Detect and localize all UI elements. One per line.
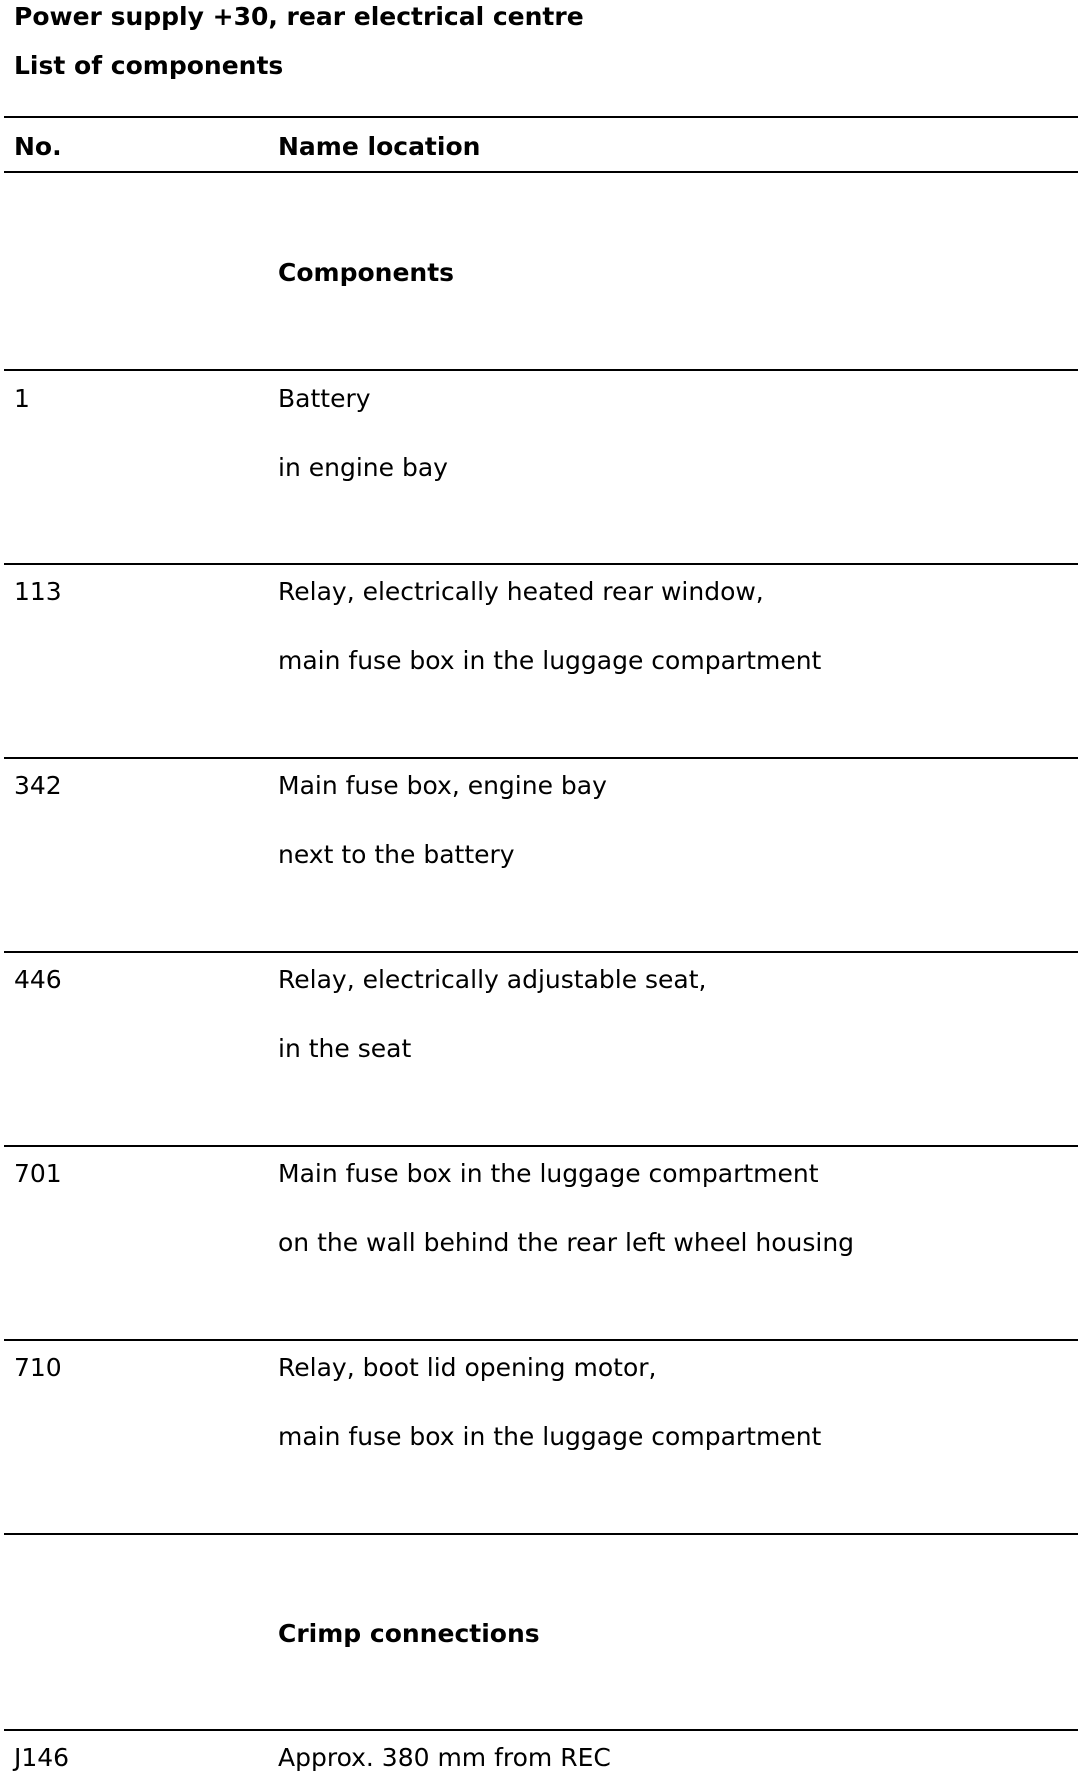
- row-location: next to the battery: [278, 840, 515, 869]
- row-name: Relay, electrically adjustable seat,: [278, 965, 707, 994]
- row-number: 342: [14, 771, 62, 800]
- row-number: 701: [14, 1159, 62, 1188]
- row-name: Relay, electrically heated rear window,: [278, 577, 764, 606]
- row-divider: [4, 951, 1078, 953]
- row-divider: [4, 369, 1078, 371]
- row-divider: [4, 1145, 1078, 1147]
- row-name: Relay, boot lid opening motor,: [278, 1353, 657, 1382]
- row-location: in engine bay: [278, 453, 448, 482]
- row-name: Main fuse box in the luggage compartment: [278, 1159, 819, 1188]
- row-name: Battery: [278, 384, 371, 413]
- column-header-name-location: Name location: [278, 132, 481, 161]
- row-number: 1: [14, 384, 30, 413]
- table-top-rule: [4, 116, 1078, 118]
- column-header-no: No.: [14, 132, 62, 161]
- document-title: Power supply +30, rear electrical centre: [14, 2, 584, 31]
- row-name: Approx. 380 mm from REC: [278, 1743, 611, 1772]
- row-number: 710: [14, 1353, 62, 1382]
- header-bottom-rule: [4, 171, 1078, 173]
- row-divider: [4, 1729, 1078, 1731]
- row-number: J146: [14, 1743, 70, 1772]
- row-name: Main fuse box, engine bay: [278, 771, 607, 800]
- row-divider: [4, 1339, 1078, 1341]
- row-location: on the wall behind the rear left wheel housing: [278, 1228, 855, 1257]
- row-divider: [4, 757, 1078, 759]
- row-divider: [4, 563, 1078, 565]
- row-location: in the seat: [278, 1034, 412, 1063]
- section-divider: [4, 1533, 1078, 1535]
- document-subtitle: List of components: [14, 51, 284, 80]
- section-heading-crimp-connections: Crimp connections: [278, 1619, 540, 1648]
- row-location: main fuse box in the luggage compartment: [278, 1422, 822, 1451]
- row-number: 446: [14, 965, 62, 994]
- row-location: main fuse box in the luggage compartment: [278, 646, 822, 675]
- section-heading-components: Components: [278, 258, 455, 287]
- row-number: 113: [14, 577, 62, 606]
